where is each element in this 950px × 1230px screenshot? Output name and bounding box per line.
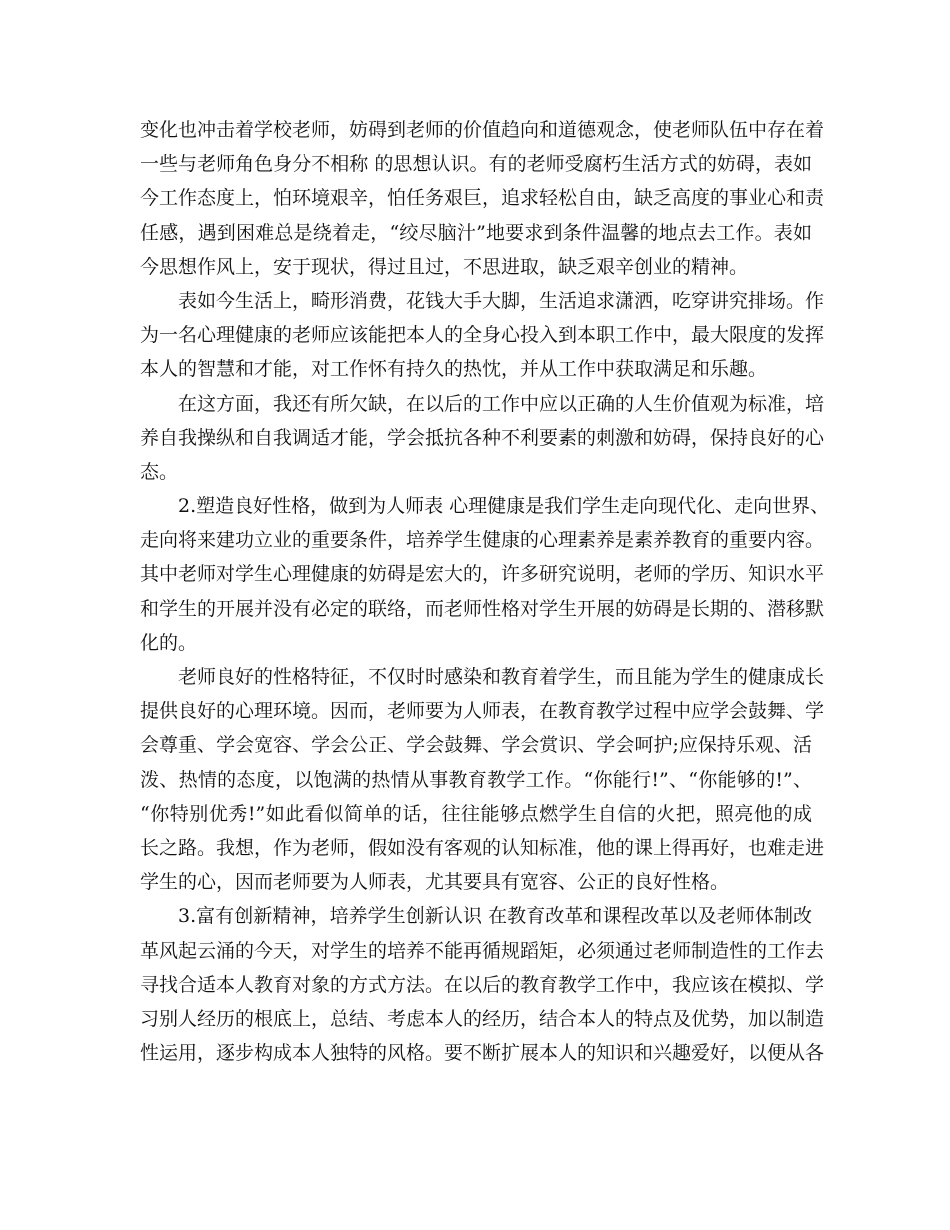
text-line: “你特别优秀!”如此看似简单的话，往往能够点燃学生自信的火把，照亮他的成 (140, 802, 812, 825)
text-line: 泼、热情的态度，以饱满的热情从事教育教学工作。“你能行!”、“你能够的!”、 (140, 768, 812, 791)
paragraph (140, 113, 825, 284)
document-body (140, 113, 830, 1070)
text-line: 在这方面，我还有所欠缺，在以后的工作中应以正确的人生价值观为标准，培 (178, 392, 825, 415)
text-line: 化的。 (140, 631, 198, 654)
text-line: 习别人经历的根底上，总结、考虑本人的经历，结合本人的特点及优势，加以制造 (140, 1007, 825, 1030)
text-line: 2.塑造良好性格，做到为人师表 心理健康是我们学生走向现代化、走向世界、 (178, 495, 830, 518)
text-line: 长之路。我想，作为老师，假如没有客观的认知标准，他的课上得再好，也难走进 (140, 836, 825, 859)
text-line: 会尊重、学会宽容、学会公正、学会鼓舞、学会赏识、学会呵护;应保持乐观、活 (140, 734, 812, 757)
text-line: 今工作态度上，怕环境艰辛，怕任务艰巨，追求轻松自由，缺乏高度的事业心和责 (140, 187, 825, 210)
text-line: 性运用，逐步构成本人独特的风格。要不断扩展本人的知识和兴趣爱好，以便从各 (140, 1042, 825, 1065)
text-line: 寻找合适本人教育对象的方式方法。在以后的教育教学工作中，我应该在模拟、学 (140, 973, 825, 996)
text-line: 任感，遇到困难总是绕着走，“绞尽脑汁”地要求到条件温馨的地点去工作。表如 (140, 221, 812, 244)
text-line: 和学生的开展并没有必定的联络，而老师性格对学生开展的妨碍是长期的、潜移默 (140, 597, 825, 620)
text-line: 为一名心理健康的老师应该能把本人的全身心投入到本职工作中，最大限度的发挥 (140, 324, 825, 347)
paragraph (140, 660, 825, 899)
text-line: 提供良好的心理环境。因而，老师要为人师表，在教育教学过程中应学会鼓舞、学 (140, 700, 825, 723)
text-line: 革风起云涌的今天，对学生的培养不能再循规蹈矩，必须通过老师制造性的工作去 (140, 939, 825, 962)
text-line: 今思想作风上，安于现状，得过且过，不思进取，缺乏艰辛创业的精神。 (140, 255, 749, 278)
text-line: 本人的智慧和才能，对工作怀有持久的热忱，并从工作中获取满足和乐趣。 (140, 358, 768, 381)
text-line: 一些与老师角色身分不相称 的思想认识。有的老师受腐朽生活方式的妨碍，表如 (140, 153, 812, 176)
text-line: 其中老师对学生心理健康的妨碍是宏大的，许多研究说明，老师的学历、知识水平 (140, 563, 825, 586)
text-line: 养自我操纵和自我调适才能，学会抵抗各种不利要素的刺激和妨碍，保持良好的心 (140, 426, 825, 449)
text-line: 3.富有创新精神，培养学生创新认识 在教育改革和课程改革以及老师体制改 (178, 905, 812, 928)
paragraph (140, 489, 830, 660)
text-line: 态。 (140, 460, 179, 483)
paragraph (140, 284, 825, 387)
text-line: 学生的心，因而老师要为人师表，尤其要具有宽容、公正的良好性格。 (140, 871, 730, 894)
paragraph (140, 387, 825, 490)
text-line: 老师良好的性格特征，不仅时时感染和教育着学生，而且能为学生的健康成长 (178, 666, 825, 688)
text-line: 变化也冲击着学校老师，妨碍到老师的价值趋向和道德观念，使老师队伍中存在着 (140, 119, 825, 141)
paragraph (140, 899, 825, 1070)
text-line: 走向将来建功立业的重要条件，培养学生健康的心理素养是素养教育的重要内容。 (140, 529, 825, 552)
text-line: 表如今生活上，畸形消费，花钱大手大脚，生活追求潇洒，吃穿讲究排场。作 (178, 289, 825, 312)
